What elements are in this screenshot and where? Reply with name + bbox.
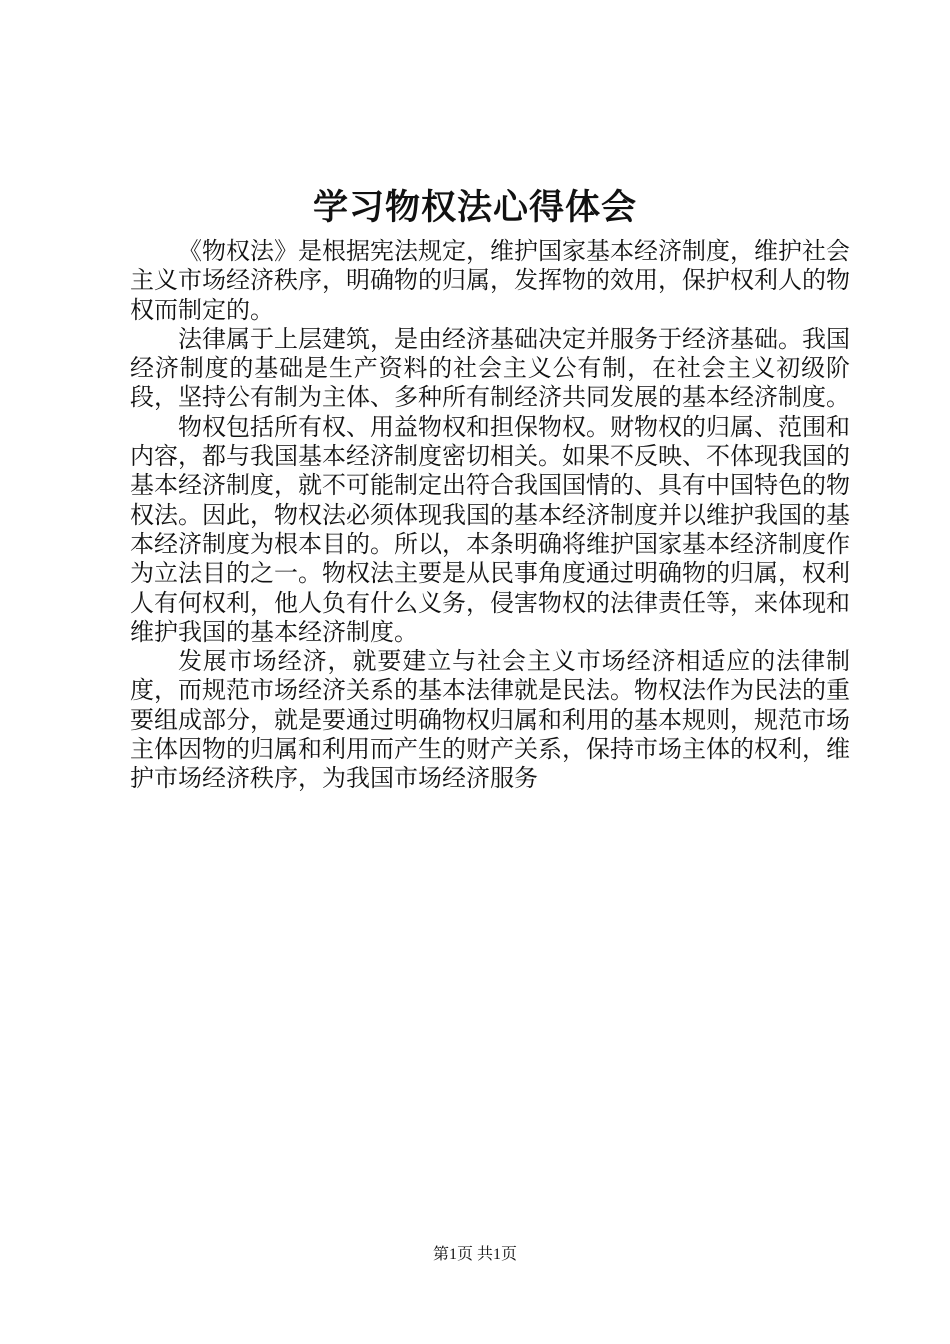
paragraph-2: 法律属于上层建筑，是由经济基础决定并服务于经济基础。我国经济制度的基础是生产资料的社会主义公有制，在社会主义初级阶段，坚持公有制为主体、多种所有制经济共同发展的基本经济制度。 — [130, 324, 850, 412]
document-body — [130, 237, 850, 794]
page-footer: 第1页 共1页 — [432, 1246, 517, 1263]
paragraph-1: 《物权法》是根据宪法规定，维护国家基本经济制度，维护社会主义市场经济秩序，明确物的归属，发挥物的效用，保护权利人的物权而制定的。 — [130, 237, 850, 324]
document-title: 学习物权法心得体会 — [312, 187, 637, 228]
paragraph-4: 发展市场经济，就要建立与社会主义市场经济相适应的法律制度，而规范市场经济关系的基本法律就是民法。物权法作为民法的重要组成部分，就是要通过明确物权归属和利用的基本规则，规范市场主体因物的归属和利用而产生的财产关系，保持市场主体的权利，维护市场经济秩序，为我国市场经济服务 — [130, 647, 850, 793]
paragraph-3: 物权包括所有权、用益物权和担保物权。财物权的归属、范围和内容，都与我国基本经济制度密切相关。如果不反映、不体现我国的基本经济制度，就不可能制定出符合我国国情的、具有中国特色的物权法。因此，物权法必须体现我国的基本经济制度并以维护我国的基本经济制度为根本目的。所以，本条明确将维护国家基本经济制度作为立法目的之一。物权法主要是从民事角度通过明确物的归属，权利人有何权利，他人负有什么义务，侵害物权的法律责任等，来体现和维护我国的基本经济制度。 — [130, 412, 850, 646]
